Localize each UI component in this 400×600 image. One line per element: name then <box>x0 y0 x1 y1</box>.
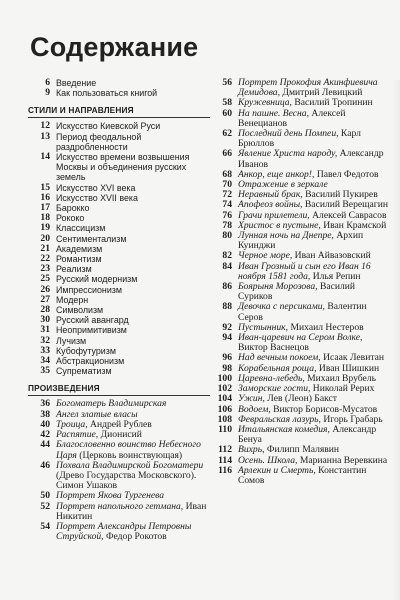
page-number: 86 <box>222 281 232 293</box>
style-entry[interactable] <box>28 356 210 366</box>
page-number: 21 <box>40 242 50 254</box>
page-number: 78 <box>222 219 232 231</box>
work-text <box>238 282 390 302</box>
entry-title: Супрематизм <box>56 366 112 377</box>
work-title: Богоматерь Владимирская <box>56 398 167 410</box>
page-number: 66 <box>222 148 232 160</box>
work-author: Карл Брюллов <box>238 128 361 150</box>
page-number: 116 <box>218 464 232 476</box>
page-number: 74 <box>222 199 232 211</box>
intro-entry[interactable] <box>28 88 210 98</box>
entry-title: Импрессионизм <box>56 284 122 295</box>
page-number: 42 <box>40 429 50 441</box>
page-number: 62 <box>222 128 232 140</box>
page-title: Содержание <box>30 32 199 62</box>
work-title: Анкор, еще анкор!, <box>238 168 315 180</box>
page-number: 82 <box>222 250 232 262</box>
style-entry[interactable] <box>28 336 210 346</box>
work-entry[interactable] <box>28 502 210 522</box>
work-title: Похвала Владимирской Богоматери <box>56 459 204 471</box>
work-entry[interactable] <box>28 461 210 492</box>
work-text <box>238 425 390 445</box>
page-number: 76 <box>222 209 232 221</box>
work-title: Троица, <box>56 418 88 430</box>
style-entry[interactable] <box>28 132 210 152</box>
entry-title: Искусство XVII века <box>56 192 138 203</box>
work-title: Лунная ночь на Днепре, <box>238 230 334 242</box>
work-author: Алексей Саврасов <box>312 209 387 221</box>
page-number: 92 <box>222 321 232 333</box>
work-text <box>238 333 390 353</box>
entry-title: Реализм <box>56 264 92 275</box>
page-edge-shadow <box>392 80 400 600</box>
style-entry[interactable] <box>28 285 210 295</box>
style-entry[interactable] <box>28 254 210 264</box>
page-number: 110 <box>218 423 232 435</box>
page-number: 80 <box>222 230 232 242</box>
work-text <box>238 129 390 149</box>
page-number: 30 <box>40 314 50 326</box>
work-author: Исаак Левитан <box>323 352 385 364</box>
entry-title: Неопримитивизм <box>56 325 127 336</box>
work-author: Иван Шишкин <box>318 362 380 374</box>
style-entry[interactable] <box>28 325 210 335</box>
works-list-left <box>28 399 210 542</box>
work-text <box>56 461 210 492</box>
style-entry[interactable] <box>28 152 210 183</box>
work-text <box>238 262 390 282</box>
style-entry[interactable] <box>28 234 210 244</box>
work-title: Ужин, <box>238 393 265 405</box>
work-author: Марианна Веревкина <box>299 454 388 466</box>
style-entry[interactable] <box>28 223 210 233</box>
work-title: Боярыня Морозова, <box>238 281 318 293</box>
entry-title: Искусство Киевской Руси <box>56 121 161 132</box>
work-title: Корабельная роща, <box>238 362 317 374</box>
work-title: Арлекин и Смерть, <box>238 464 316 476</box>
work-text <box>238 78 390 98</box>
page-number: 13 <box>40 130 50 142</box>
page-number: 58 <box>222 97 232 109</box>
page-number: 28 <box>40 304 50 316</box>
work-title: Портрет напольного гетмана, <box>56 500 184 512</box>
work-entry[interactable] <box>210 149 390 169</box>
work-entry[interactable] <box>210 129 390 149</box>
page-number: 100 <box>217 372 232 384</box>
work-author: Василий Тропинин <box>294 97 373 109</box>
work-title: Явление Христа народу, <box>238 148 338 160</box>
page-number: 106 <box>217 403 232 415</box>
work-title: Царевна-лебедь, <box>238 372 305 384</box>
work-author: (Древо Государства Московского). Симон Ушаков <box>56 469 197 492</box>
work-author: Александр Иванов <box>238 148 384 170</box>
work-entry[interactable] <box>210 231 390 251</box>
page-number: 16 <box>40 191 50 203</box>
style-entry[interactable] <box>28 244 210 254</box>
work-title: Осень. Школа, <box>238 454 298 466</box>
page-number: 96 <box>222 352 232 364</box>
style-entry[interactable] <box>28 315 210 325</box>
page-number: 50 <box>40 490 50 502</box>
page-number: 44 <box>40 439 50 451</box>
page-number: 54 <box>40 520 50 532</box>
work-title: На пашне. Весна, <box>238 107 309 119</box>
work-text <box>238 302 390 322</box>
styles-list <box>28 121 210 376</box>
work-author: Виктор Васнецов <box>238 342 309 354</box>
work-entry[interactable] <box>210 78 390 98</box>
entry-title: Русский авангард <box>56 315 129 326</box>
work-entry[interactable] <box>210 262 390 282</box>
style-entry[interactable] <box>28 274 210 284</box>
work-author: Лев (Леон) Бакст <box>267 393 337 405</box>
work-author: Михаил Нестеров <box>290 321 364 333</box>
work-title: Итальянская комедия, <box>238 423 330 435</box>
work-text <box>56 440 210 460</box>
work-author: Иван Айвазовский <box>294 250 371 262</box>
work-title: Христос в пустыне, <box>238 219 321 231</box>
page-number: 6 <box>45 77 50 88</box>
work-author: Михаил Врубель <box>307 372 376 384</box>
page-number: 18 <box>40 212 50 224</box>
work-author: Федор Рокотов <box>105 531 167 543</box>
entry-title: Академизм <box>56 243 103 254</box>
style-entry[interactable] <box>28 346 210 356</box>
entry-title: Символизм <box>56 305 104 316</box>
section-heading-styles: СТИЛИ И НАПРАВЛЕНИЯ <box>28 105 210 118</box>
entry-title: Искусство XVI века <box>56 182 136 193</box>
work-entry[interactable] <box>28 440 210 460</box>
work-author: (Церковь воинствующая) <box>79 449 183 461</box>
page-number: 20 <box>40 232 50 244</box>
page-number: 108 <box>217 413 232 425</box>
page-number: 88 <box>222 301 232 313</box>
page-number: 36 <box>40 398 50 410</box>
page-number: 72 <box>222 189 232 201</box>
work-author: Василий Суриков <box>238 281 356 303</box>
page-number: 15 <box>40 181 50 193</box>
work-author: Александр Бенуа <box>238 423 377 446</box>
work-author: Игорь Грабарь <box>323 413 383 425</box>
entry-title: Как пользоваться книгой <box>56 88 158 99</box>
page-number: 35 <box>40 365 50 377</box>
page-number: 102 <box>217 383 232 395</box>
entry-title: Период феодальной раздробленности <box>56 131 142 152</box>
work-author: Архип Куинджи <box>238 230 364 252</box>
entry-title: Романтизм <box>56 254 102 265</box>
page-number: 32 <box>40 334 50 346</box>
work-title: Грачи прилетели, <box>238 209 310 221</box>
entry-title: Сентиментализм <box>56 233 127 244</box>
page-number: 38 <box>40 408 50 420</box>
work-title: Апофеоз войны, <box>238 199 303 211</box>
page-number: 94 <box>222 332 232 344</box>
work-title: Распятие, <box>56 429 99 441</box>
style-entry[interactable] <box>28 366 210 376</box>
page-number: 112 <box>218 444 232 456</box>
work-entry[interactable] <box>28 522 210 542</box>
work-title: Над вечным покоем, <box>238 352 321 364</box>
work-entry[interactable] <box>210 302 390 322</box>
entry-title: Классицизм <box>56 223 106 234</box>
work-author: Николай Рерих <box>312 383 375 395</box>
page-number: 40 <box>40 418 50 430</box>
work-author: Валентин Серов <box>238 301 367 323</box>
page-number: 114 <box>218 454 232 466</box>
page-number: 23 <box>40 263 50 275</box>
works-list-right <box>210 78 390 486</box>
work-title: Вихрь, <box>238 444 265 456</box>
entry-title: Кубофутуризм <box>56 345 116 356</box>
page-number: 22 <box>40 253 50 265</box>
work-title: Девочка с персиками, <box>238 301 325 313</box>
work-entry[interactable] <box>210 109 390 129</box>
work-text <box>56 522 210 542</box>
style-entry[interactable] <box>28 183 210 193</box>
page-number: 98 <box>222 362 232 374</box>
work-author: Василий Пукирев <box>305 189 378 201</box>
work-title: Пустынник, <box>238 321 289 333</box>
work-author: Илья Репин <box>312 270 361 282</box>
work-title: Черное море, <box>238 250 293 262</box>
right-column <box>210 78 390 486</box>
intro-entry[interactable] <box>28 78 210 88</box>
page-number: 104 <box>217 393 232 405</box>
work-author: Виктор Борисов-Мусатов <box>273 403 378 415</box>
work-author: Андрей Рублев <box>90 418 152 430</box>
page-number: 34 <box>40 355 50 367</box>
work-entry[interactable] <box>210 425 390 445</box>
work-author: Дионисий <box>100 429 142 441</box>
work-entry[interactable] <box>210 333 390 353</box>
page-number: 19 <box>40 222 50 234</box>
page-number: 46 <box>40 459 50 471</box>
page-number: 60 <box>222 107 232 119</box>
work-text <box>238 466 390 486</box>
work-title: Благословенно воинство Небесного Царя <box>56 439 201 461</box>
page-number: 26 <box>40 283 50 295</box>
page-number: 31 <box>40 324 50 336</box>
section-heading-works: ПРОИЗВЕДЕНИЯ <box>28 383 210 396</box>
work-entry[interactable] <box>210 282 390 302</box>
entry-title: Рококо <box>56 213 85 224</box>
page-number: 70 <box>222 179 232 191</box>
style-entry[interactable] <box>28 121 210 131</box>
work-title: Отражение в зеркале <box>238 179 328 191</box>
work-title: Портрет Прокофия Акинфиевича Демидова, <box>238 77 378 99</box>
intro-list <box>28 78 210 98</box>
work-title: Водоем, <box>238 403 271 415</box>
work-author: Павел Федотов <box>316 168 379 180</box>
entry-title: Абстракционизм <box>56 356 125 367</box>
work-title: Ангел златые власы <box>56 408 138 420</box>
work-text <box>56 502 210 522</box>
page-number: 84 <box>222 260 232 272</box>
work-author: Константин Сомов <box>238 464 367 486</box>
work-title: Портрет Якова Тургенева <box>56 490 165 502</box>
style-entry[interactable] <box>28 213 210 223</box>
work-author: Иван Никитин <box>56 500 207 522</box>
entry-title: Модерн <box>56 294 89 305</box>
style-entry[interactable] <box>28 264 210 274</box>
page-number: 14 <box>40 151 50 163</box>
work-author: Дмитрий Левицкий <box>282 87 363 99</box>
page-number: 27 <box>40 293 50 305</box>
work-text <box>238 231 390 251</box>
work-text <box>238 109 390 129</box>
work-title: Портрет Александры Петровны Струйской, <box>56 520 192 543</box>
work-author: Алексей Венецианов <box>238 107 346 129</box>
page-number: 12 <box>40 120 50 132</box>
work-title: Последний день Помпеи, <box>238 128 339 140</box>
entry-title: Искусство времени возвышения Москвы и объединения русских земель <box>56 152 190 183</box>
work-author: Василий Верещагин <box>304 199 388 211</box>
page-number: 56 <box>222 77 232 88</box>
work-author: Филипп Малявин <box>266 444 340 456</box>
work-text <box>238 149 390 169</box>
style-entry[interactable] <box>28 305 210 315</box>
work-title: Февральская лазурь, <box>238 413 321 425</box>
page-number: 52 <box>40 500 50 512</box>
work-title: Кружевница, <box>238 97 292 109</box>
left-column <box>28 78 210 542</box>
work-title: Неравный брак, <box>238 189 303 201</box>
page-number: 33 <box>40 344 50 356</box>
page-number: 17 <box>40 202 50 214</box>
work-author: Иван Крамской <box>323 219 387 231</box>
entry-title: Барокко <box>56 203 90 214</box>
page-number: 68 <box>222 168 232 180</box>
work-title: Иван-царевич на Сером Волке, <box>238 332 363 344</box>
work-title: Иван Грозный и сын его Иван 16 ноября 1581 года, <box>238 260 371 282</box>
page-number: 9 <box>45 87 50 99</box>
entry-title: Лучизм <box>56 335 87 346</box>
page-number: 25 <box>40 273 50 285</box>
style-entry[interactable] <box>28 193 210 203</box>
work-entry[interactable] <box>210 466 390 486</box>
entry-title: Русский модернизм <box>56 274 138 285</box>
work-title: Заморские гости, <box>238 383 311 395</box>
style-entry[interactable] <box>28 203 210 213</box>
style-entry[interactable] <box>28 295 210 305</box>
entry-title: Введение <box>56 78 97 88</box>
